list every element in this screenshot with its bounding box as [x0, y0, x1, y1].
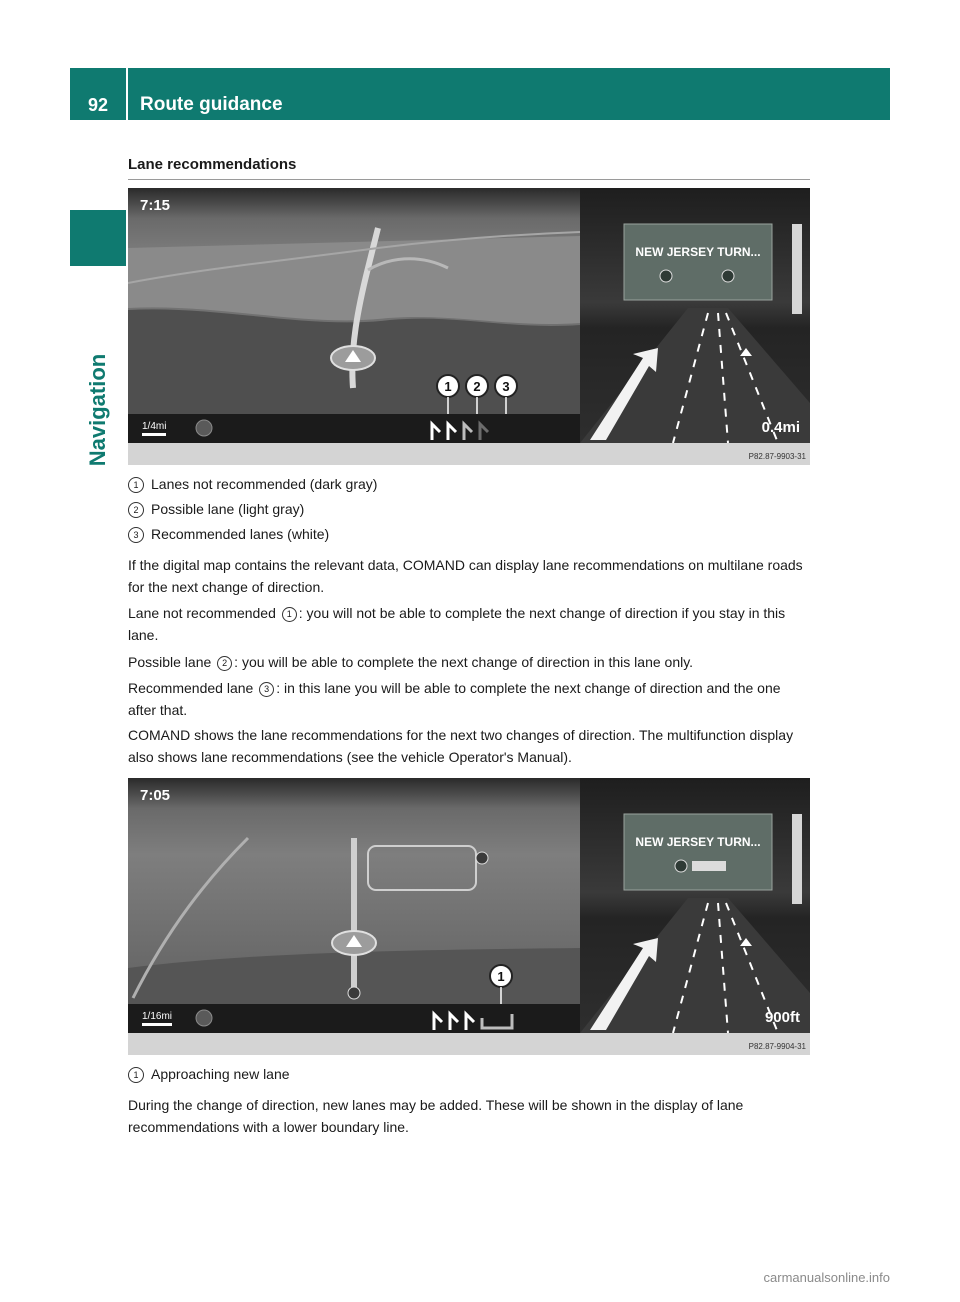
navigation-screenshot-1: [128, 188, 810, 465]
legend-number: 1: [128, 477, 144, 493]
paragraph-possible-lane: [128, 651, 812, 673]
paragraph-intro: If the digital map contains the relevant data, COMAND can display lane recommendations on multilane roads for the next change of direction.: [128, 557, 803, 595]
time-display: 7:15: [140, 197, 171, 214]
paragraph-text: : you will not be able to complete the next change of direction if you stay in this lane.: [128, 605, 786, 643]
map-scale: 1/4mi: [142, 421, 167, 432]
paragraph-lane-not-recommended: [128, 602, 812, 646]
time-display: 7:05: [140, 787, 171, 804]
callout-3: 3: [502, 379, 510, 394]
callout-2: 2: [473, 379, 481, 394]
page-number: 92: [87, 95, 109, 115]
legend-item: [128, 1066, 290, 1083]
legend-item: [128, 526, 329, 543]
map-scale: 1/16mi: [142, 1011, 173, 1022]
paragraph-text: Lane not recommended: [128, 605, 280, 621]
section-title: Lane recommendations: [128, 156, 297, 173]
callout-1: 1: [497, 969, 505, 984]
paragraph-new-lanes: During the change of direction, new lanes may be added. These will be shown in the display of lane recommendations with a lower boundary line.: [128, 1097, 744, 1135]
navigation-screenshot-2: [128, 778, 810, 1055]
inline-number: 3: [259, 682, 274, 697]
paragraph-text: Possible lane: [128, 654, 216, 670]
image-code: P82.87-9903-31: [748, 452, 806, 461]
legend-text: Lanes not recommended (dark gray): [151, 476, 378, 492]
paragraph-text: : you will be able to complete the next change of direction in this lane only.: [234, 654, 694, 670]
page-title: Route guidance: [140, 94, 283, 115]
legend-text: Recommended lanes (white): [151, 526, 330, 542]
paragraph-text: Recommended lane: [128, 680, 258, 696]
inline-number: 2: [217, 656, 232, 671]
legend-number: 1: [128, 1067, 144, 1083]
section-divider: [128, 179, 810, 180]
footer-watermark: carmanualsonline.info: [763, 1270, 890, 1285]
distance-readout: 900ft: [764, 1009, 800, 1026]
sign-text: NEW JERSEY TURN...: [635, 835, 761, 849]
legend-number: 2: [128, 502, 144, 518]
sign-text: NEW JERSEY TURN...: [635, 245, 761, 259]
paragraph-text: : in this lane you will be able to complete the next change of direction and the one after that.: [128, 680, 781, 718]
sidebar-block: [70, 210, 126, 266]
legend-text: Possible lane (light gray): [151, 501, 305, 517]
paragraph-recommended-lane: [128, 677, 812, 721]
legend-item: [128, 501, 304, 518]
image-code: P82.87-9904-31: [748, 1042, 806, 1051]
header-divider: [126, 68, 128, 120]
legend-text: Approaching new lane: [151, 1066, 290, 1082]
callout-1: 1: [444, 379, 452, 394]
sidebar-section-label: Navigation: [85, 353, 110, 467]
paragraph-comand-display: COMAND shows the lane recommendations for the next two changes of direction. The multifunction display also shows lane recommendations (see the vehicle Operator's Manual).: [128, 727, 794, 765]
legend-item: [128, 476, 377, 493]
legend-number: 3: [128, 527, 144, 543]
distance-readout: 0.4mi: [761, 419, 800, 436]
inline-number: 1: [282, 607, 297, 622]
